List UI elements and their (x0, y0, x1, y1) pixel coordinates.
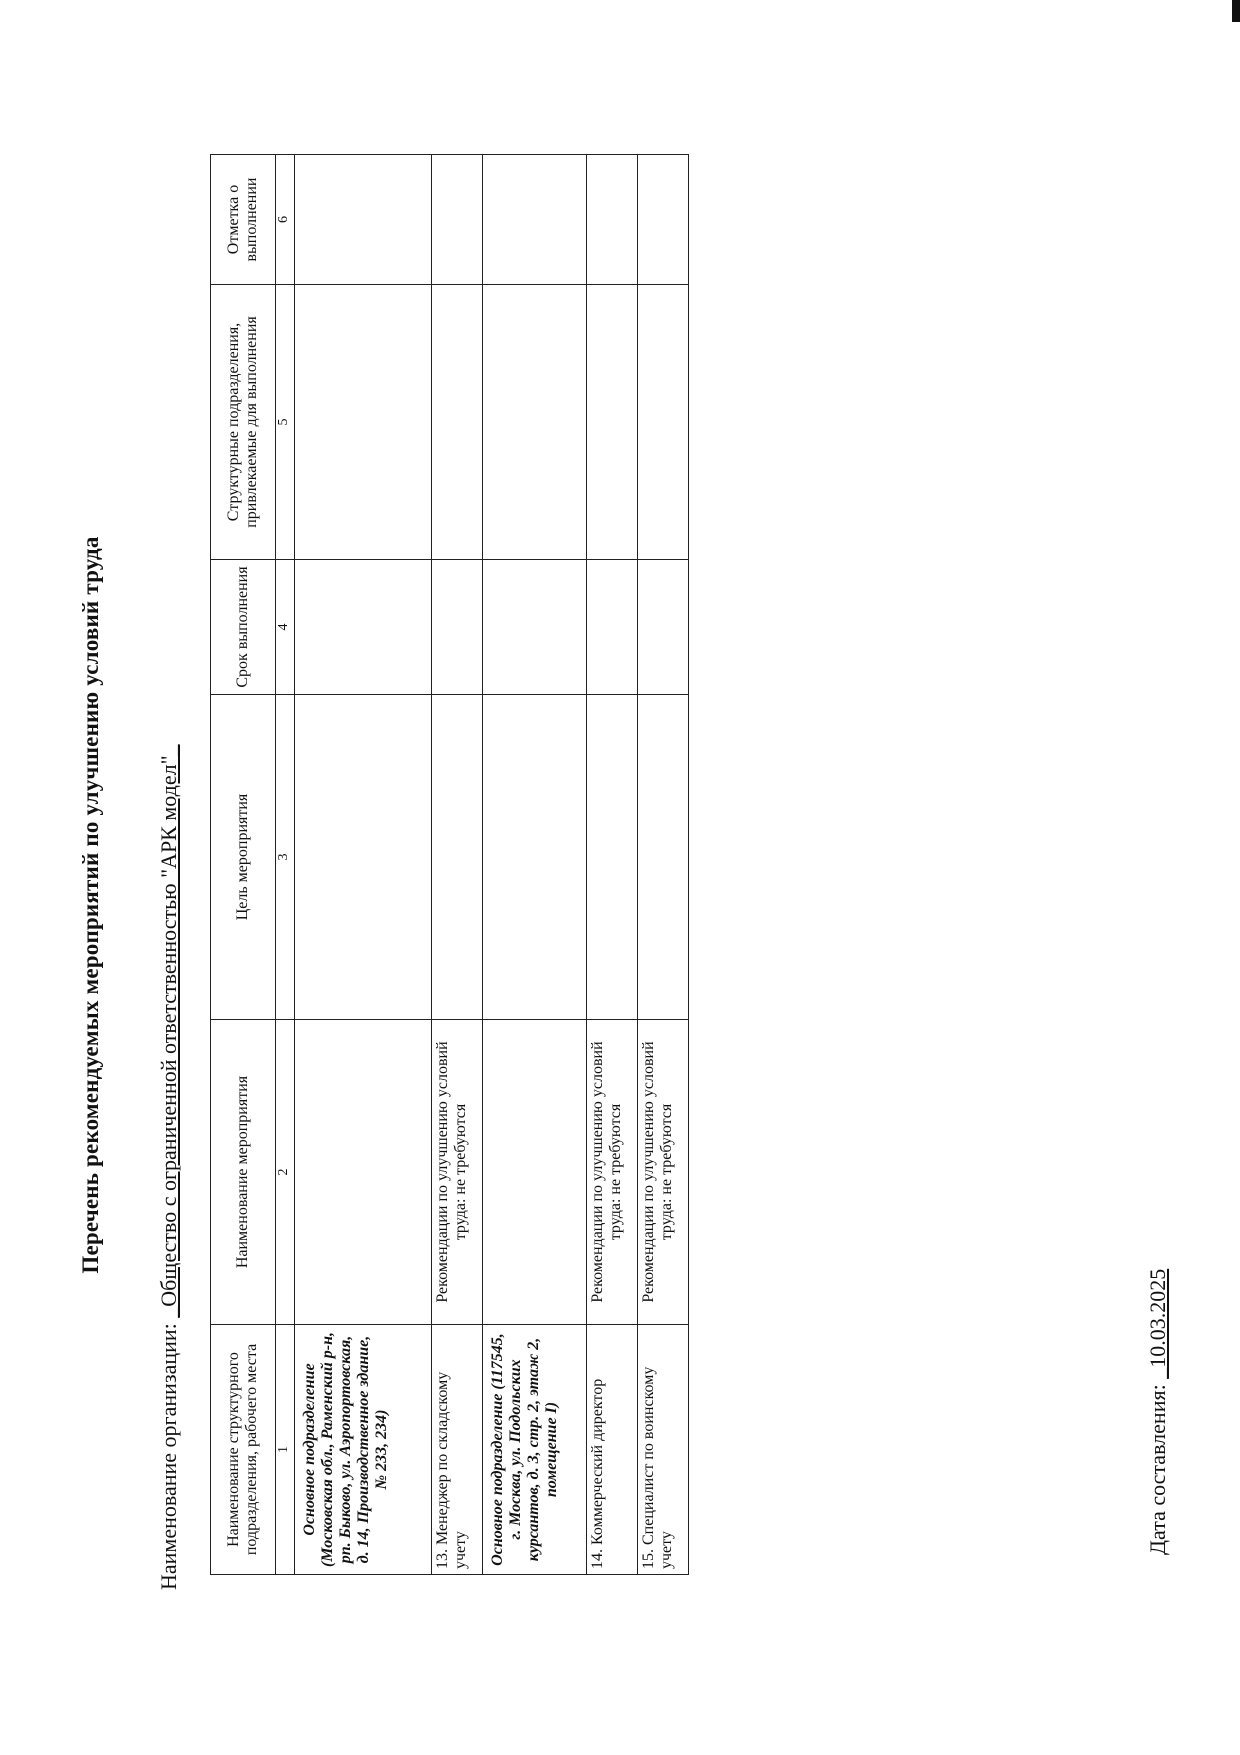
column-number: 4 (276, 560, 295, 695)
document-title: Перечень рекомендуемых мероприятий по улучшению условий труда (78, 536, 103, 1274)
header-measure: Наименование мероприятия (211, 1020, 276, 1325)
scan-edge-mark (1232, 0, 1240, 22)
empty-cell (483, 155, 587, 285)
empty-cell (432, 155, 483, 285)
empty-cell (587, 695, 638, 1020)
empty-cell (295, 285, 432, 560)
empty-cell (295, 155, 432, 285)
department-name: Основное подразделение (Московская обл., Раменский р-н, рп. Быково, ул. Аэропортовская, д. 14, Производственное здание, № 233, 234) (295, 1325, 432, 1575)
workplace-name: 14. Коммерческий директор (587, 1325, 638, 1575)
measures-table (210, 154, 689, 1575)
column-number: 5 (276, 285, 295, 560)
organization-line (156, 744, 182, 1590)
empty-cell (638, 285, 689, 560)
measure-text: Рекомендации по улучшению условий труда: не требуются (587, 1020, 638, 1325)
header-department: Наименование структурного подразделения, рабочего места (211, 1325, 276, 1575)
department-row (483, 155, 587, 1575)
compilation-date: _10.03.2025 (1145, 1268, 1170, 1379)
organization-name: _Общество с ограниченной ответственностью "АРК модел"_ (156, 744, 181, 1318)
empty-cell (587, 285, 638, 560)
empty-cell (638, 560, 689, 695)
measure-text: Рекомендации по улучшению условий труда: не требуются (638, 1020, 689, 1325)
empty-cell (295, 1020, 432, 1325)
empty-cell (295, 695, 432, 1020)
date-label: Дата составления: (1145, 1384, 1170, 1555)
header-deadline: Срок выполнения (211, 560, 276, 695)
empty-cell (483, 560, 587, 695)
department-row (295, 155, 432, 1575)
column-number-row (276, 155, 295, 1575)
empty-cell (432, 560, 483, 695)
empty-cell (638, 695, 689, 1020)
empty-cell (638, 155, 689, 285)
header-goal: Цель мероприятия (211, 695, 276, 1020)
empty-cell (432, 285, 483, 560)
empty-cell (483, 1020, 587, 1325)
rotated-document-page (40, 85, 1190, 1725)
department-name: Основное подразделение (117545, г. Москва, ул. Подольских курсантов, д. 3, стр. 2, этаж 2, помещение I) (483, 1325, 587, 1575)
column-number: 2 (276, 1020, 295, 1325)
header-completion-mark: Отметка о выполнении (211, 155, 276, 285)
workplace-name: 15. Специалист по воинскому учету (638, 1325, 689, 1575)
table-header-row (211, 155, 276, 1575)
table-row (587, 155, 638, 1575)
table-row (432, 155, 483, 1575)
workplace-name: 13. Менеджер по складскому учету (432, 1325, 483, 1575)
header-involved-units: Структурные подразделения, привлекаемые для выполнения (211, 285, 276, 560)
column-number: 1 (276, 1325, 295, 1575)
empty-cell (587, 155, 638, 285)
column-number: 6 (276, 155, 295, 285)
empty-cell (587, 560, 638, 695)
empty-cell (483, 285, 587, 560)
table-row (638, 155, 689, 1575)
column-number: 3 (276, 695, 295, 1020)
empty-cell (432, 695, 483, 1020)
compilation-date-line (1145, 1269, 1171, 1555)
empty-cell (295, 560, 432, 695)
empty-cell (483, 695, 587, 1020)
measure-text: Рекомендации по улучшению условий труда: не требуются (432, 1020, 483, 1325)
organization-label: Наименование организации: (156, 1323, 181, 1590)
